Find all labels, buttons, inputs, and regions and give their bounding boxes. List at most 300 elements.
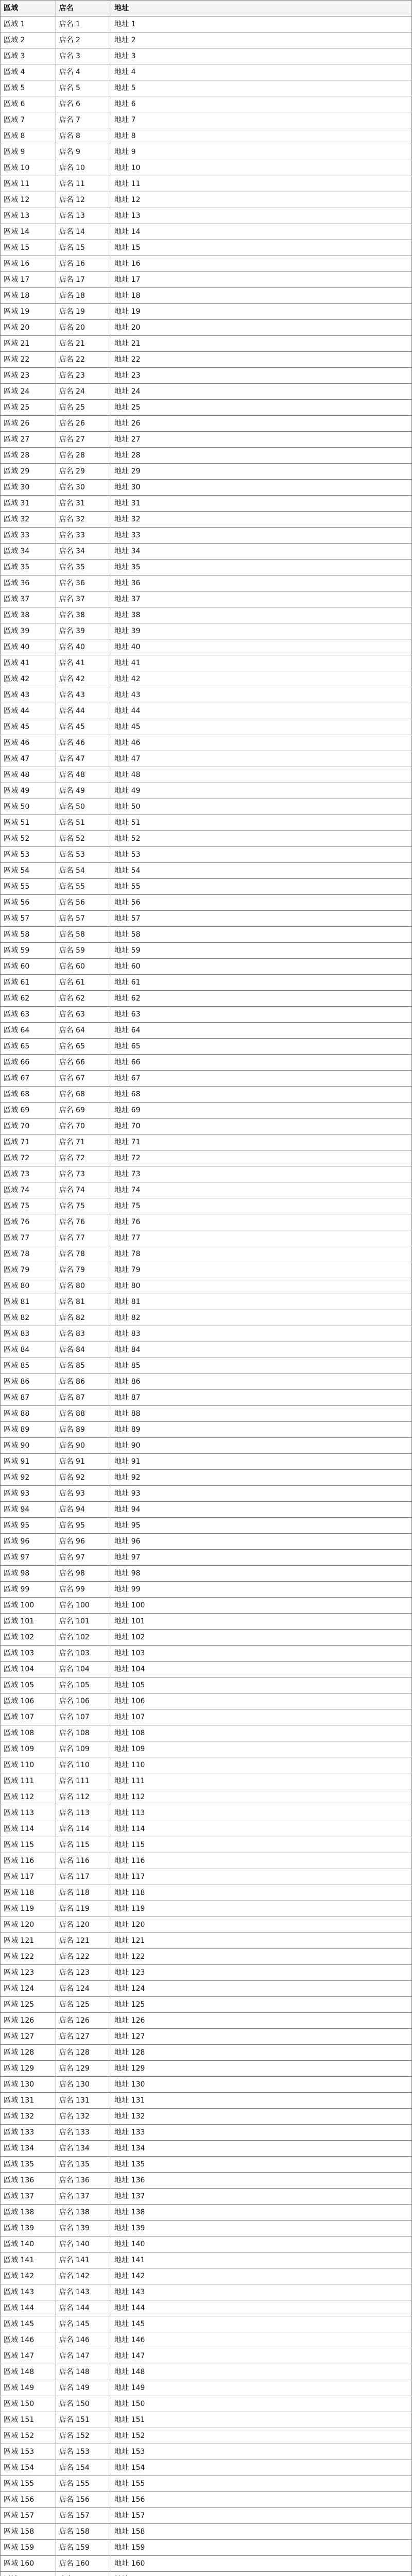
row-store: 店名 25 — [56, 400, 111, 416]
row-address: 地址 43 — [111, 687, 412, 703]
row-address: 地址 29 — [111, 464, 412, 480]
table-row — [1, 1230, 412, 1246]
table-row — [1, 1023, 412, 1039]
row-store: 店名 101 — [56, 1614, 111, 1630]
table-row — [1, 48, 412, 64]
row-store: 店名 43 — [56, 687, 111, 703]
table-row — [1, 1917, 412, 1933]
row-region: 區域 68 — [1, 1087, 56, 1103]
row-address: 地址 67 — [111, 1071, 412, 1087]
table-row — [1, 943, 412, 959]
row-store: 店名 6 — [56, 96, 111, 112]
row-store: 店名 16 — [56, 256, 111, 272]
table-row — [1, 240, 412, 256]
row-region: 區域 147 — [1, 2348, 56, 2364]
table-row — [1, 528, 412, 544]
row-address: 地址 50 — [111, 799, 412, 815]
row-store: 店名 139 — [56, 2221, 111, 2236]
row-store: 店名 65 — [56, 1039, 111, 1055]
row-region: 區域 67 — [1, 1071, 56, 1087]
row-address: 地址 95 — [111, 1518, 412, 1534]
row-address: 地址 122 — [111, 1949, 412, 1965]
row-address: 地址 106 — [111, 1693, 412, 1709]
row-region: 區域 31 — [1, 496, 56, 512]
row-region: 區域 149 — [1, 2380, 56, 2396]
row-address: 地址 141 — [111, 2252, 412, 2268]
header-region: 區域 — [1, 1, 56, 16]
row-store: 店名 119 — [56, 1901, 111, 1917]
row-address: 地址 130 — [111, 2077, 412, 2093]
row-address: 地址 10 — [111, 160, 412, 176]
row-address: 地址 112 — [111, 1789, 412, 1805]
row-region: 區域 51 — [1, 815, 56, 831]
row-store: 店名 73 — [56, 1166, 111, 1182]
row-region: 區域 148 — [1, 2364, 56, 2380]
row-region: 區域 65 — [1, 1039, 56, 1055]
row-region: 區域 40 — [1, 639, 56, 655]
row-address: 地址 20 — [111, 320, 412, 336]
row-store: 店名 51 — [56, 815, 111, 831]
table-row — [1, 591, 412, 607]
row-address: 地址 127 — [111, 2029, 412, 2045]
row-region: 區域 70 — [1, 1118, 56, 1134]
row-store: 店名 125 — [56, 1997, 111, 2013]
row-store: 店名 110 — [56, 1757, 111, 1773]
table-row — [1, 2492, 412, 2508]
row-store: 店名 83 — [56, 1326, 111, 1342]
row-region: 區域 153 — [1, 2444, 56, 2460]
table-row — [1, 192, 412, 208]
row-address: 地址 16 — [111, 256, 412, 272]
row-region: 區域 125 — [1, 1997, 56, 2013]
row-address: 地址 56 — [111, 895, 412, 911]
row-region: 區域 99 — [1, 1582, 56, 1598]
row-region: 區域 141 — [1, 2252, 56, 2268]
row-address: 地址 22 — [111, 352, 412, 368]
table-row — [1, 2093, 412, 2109]
row-address: 地址 70 — [111, 1118, 412, 1134]
table-row — [1, 1518, 412, 1534]
row-address: 地址 117 — [111, 1869, 412, 1885]
table-row — [1, 1582, 412, 1598]
row-address: 地址 41 — [111, 655, 412, 671]
row-address: 地址 103 — [111, 1646, 412, 1662]
row-region: 區域 154 — [1, 2460, 56, 2476]
row-region: 區域 135 — [1, 2157, 56, 2173]
row-address: 地址 21 — [111, 336, 412, 352]
row-store: 店名 41 — [56, 655, 111, 671]
row-store: 店名 113 — [56, 1805, 111, 1821]
row-region: 區域 138 — [1, 2205, 56, 2221]
row-address: 地址 99 — [111, 1582, 412, 1598]
row-address: 地址 74 — [111, 1182, 412, 1198]
row-region: 區域 19 — [1, 304, 56, 320]
row-address: 地址 39 — [111, 623, 412, 639]
table-row — [1, 879, 412, 895]
row-address: 地址 32 — [111, 512, 412, 528]
table-row — [1, 176, 412, 192]
table-row — [1, 1693, 412, 1709]
row-store: 店名 127 — [56, 2029, 111, 2045]
row-address: 地址 19 — [111, 304, 412, 320]
row-address: 地址 116 — [111, 1853, 412, 1869]
row-region: 區域 29 — [1, 464, 56, 480]
table-row — [1, 1837, 412, 1853]
row-store: 店名 30 — [56, 480, 111, 496]
row-address: 地址 17 — [111, 272, 412, 288]
table-row — [1, 655, 412, 671]
row-store: 店名 21 — [56, 336, 111, 352]
table-row — [1, 1789, 412, 1805]
table-row — [1, 1310, 412, 1326]
row-region: 區域 104 — [1, 1662, 56, 1677]
table-row — [1, 1390, 412, 1406]
row-address: 地址 109 — [111, 1741, 412, 1757]
row-region: 區域 96 — [1, 1534, 56, 1550]
row-store: 店名 76 — [56, 1214, 111, 1230]
row-region: 區域 142 — [1, 2268, 56, 2284]
row-store — [56, 2572, 111, 2576]
row-address: 地址 102 — [111, 1630, 412, 1646]
row-region: 區域 113 — [1, 1805, 56, 1821]
row-region: 區域 134 — [1, 2141, 56, 2157]
table-row — [1, 863, 412, 879]
table-row — [1, 1885, 412, 1901]
row-store: 店名 77 — [56, 1230, 111, 1246]
table-row — [1, 1278, 412, 1294]
row-store: 店名 66 — [56, 1055, 111, 1071]
row-store: 店名 106 — [56, 1693, 111, 1709]
row-region: 區域 88 — [1, 1406, 56, 1422]
row-region: 區域 7 — [1, 112, 56, 128]
row-address: 地址 15 — [111, 240, 412, 256]
row-store: 店名 18 — [56, 288, 111, 304]
row-address: 地址 136 — [111, 2173, 412, 2189]
row-address: 地址 11 — [111, 176, 412, 192]
row-address: 地址 34 — [111, 544, 412, 560]
row-address: 地址 7 — [111, 112, 412, 128]
row-store: 店名 13 — [56, 208, 111, 224]
row-store: 店名 160 — [56, 2556, 111, 2572]
row-store: 店名 17 — [56, 272, 111, 288]
table-header — [1, 1, 412, 16]
row-region: 區域 83 — [1, 1326, 56, 1342]
row-region: 區域 21 — [1, 336, 56, 352]
row-store: 店名 114 — [56, 1821, 111, 1837]
row-store: 店名 54 — [56, 863, 111, 879]
row-address: 地址 26 — [111, 416, 412, 432]
row-region: 區域 117 — [1, 1869, 56, 1885]
table-row — [1, 16, 412, 32]
row-store: 店名 155 — [56, 2476, 111, 2492]
row-region: 區域 53 — [1, 847, 56, 863]
row-store: 店名 120 — [56, 1917, 111, 1933]
row-address: 地址 35 — [111, 560, 412, 575]
row-region: 區域 48 — [1, 767, 56, 783]
row-region: 區域 39 — [1, 623, 56, 639]
row-region: 區域 74 — [1, 1182, 56, 1198]
row-address: 地址 139 — [111, 2221, 412, 2236]
row-region: 區域 73 — [1, 1166, 56, 1182]
row-region: 區域 89 — [1, 1422, 56, 1438]
row-store: 店名 91 — [56, 1454, 111, 1470]
row-store: 店名 147 — [56, 2348, 111, 2364]
row-address: 地址 149 — [111, 2380, 412, 2396]
row-store: 店名 121 — [56, 1933, 111, 1949]
row-region: 區域 92 — [1, 1470, 56, 1486]
row-region: 區域 58 — [1, 927, 56, 943]
row-store: 店名 38 — [56, 607, 111, 623]
row-address: 地址 81 — [111, 1294, 412, 1310]
row-region: 區域 61 — [1, 975, 56, 991]
row-address: 地址 57 — [111, 911, 412, 927]
table-row — [1, 2556, 412, 2572]
row-region: 區域 38 — [1, 607, 56, 623]
row-store: 店名 36 — [56, 575, 111, 591]
table-row — [1, 1470, 412, 1486]
row-address: 地址 73 — [111, 1166, 412, 1182]
row-address: 地址 92 — [111, 1470, 412, 1486]
table-row — [1, 160, 412, 176]
table-row — [1, 480, 412, 496]
row-store: 店名 158 — [56, 2524, 111, 2540]
row-address: 地址 27 — [111, 432, 412, 448]
row-region: 區域 77 — [1, 1230, 56, 1246]
row-region: 區域 106 — [1, 1693, 56, 1709]
row-address: 地址 49 — [111, 783, 412, 799]
table-row — [1, 448, 412, 464]
table-row — [1, 1741, 412, 1757]
table-row — [1, 1662, 412, 1677]
row-address: 地址 94 — [111, 1502, 412, 1518]
table-row — [1, 2268, 412, 2284]
table-row — [1, 2540, 412, 2556]
table-row — [1, 719, 412, 735]
table-row — [1, 2444, 412, 2460]
row-region: 區域 80 — [1, 1278, 56, 1294]
row-address: 地址 66 — [111, 1055, 412, 1071]
table-row — [1, 2316, 412, 2332]
row-region: 區域 146 — [1, 2332, 56, 2348]
row-region: 區域 12 — [1, 192, 56, 208]
row-address: 地址 104 — [111, 1662, 412, 1677]
table-row — [1, 544, 412, 560]
row-store: 店名 27 — [56, 432, 111, 448]
row-store: 店名 46 — [56, 735, 111, 751]
table-row — [1, 1007, 412, 1023]
row-address: 地址 40 — [111, 639, 412, 655]
row-store: 店名 157 — [56, 2508, 111, 2524]
row-store: 店名 135 — [56, 2157, 111, 2173]
row-address: 地址 97 — [111, 1550, 412, 1566]
row-region: 區域 47 — [1, 751, 56, 767]
row-address: 地址 96 — [111, 1534, 412, 1550]
table-row — [1, 2428, 412, 2444]
table-row — [1, 1342, 412, 1358]
row-region: 區域 55 — [1, 879, 56, 895]
row-region: 區域 114 — [1, 1821, 56, 1837]
row-address: 地址 76 — [111, 1214, 412, 1230]
table-row — [1, 1949, 412, 1965]
row-region: 區域 6 — [1, 96, 56, 112]
row-region: 區域 157 — [1, 2508, 56, 2524]
row-region: 區域 98 — [1, 1566, 56, 1582]
row-region: 區域 11 — [1, 176, 56, 192]
row-region: 區域 158 — [1, 2524, 56, 2540]
row-address: 地址 140 — [111, 2236, 412, 2252]
table-row — [1, 991, 412, 1007]
row-store: 店名 97 — [56, 1550, 111, 1566]
row-address: 地址 91 — [111, 1454, 412, 1470]
row-region: 區域 45 — [1, 719, 56, 735]
row-store: 店名 42 — [56, 671, 111, 687]
row-region: 區域 76 — [1, 1214, 56, 1230]
table-row — [1, 560, 412, 575]
row-address: 地址 69 — [111, 1103, 412, 1118]
row-address: 地址 143 — [111, 2284, 412, 2300]
row-address: 地址 71 — [111, 1134, 412, 1150]
row-store: 店名 104 — [56, 1662, 111, 1677]
table-row — [1, 2077, 412, 2093]
row-store: 店名 85 — [56, 1358, 111, 1374]
row-address: 地址 42 — [111, 671, 412, 687]
row-address: 地址 54 — [111, 863, 412, 879]
row-store: 店名 148 — [56, 2364, 111, 2380]
row-address: 地址 90 — [111, 1438, 412, 1454]
table-row — [1, 927, 412, 943]
table-row — [1, 1725, 412, 1741]
row-store: 店名 37 — [56, 591, 111, 607]
row-region: 區域 94 — [1, 1502, 56, 1518]
row-address: 地址 137 — [111, 2189, 412, 2205]
row-store: 店名 149 — [56, 2380, 111, 2396]
table-row — [1, 1087, 412, 1103]
row-region: 區域 95 — [1, 1518, 56, 1534]
row-store: 店名 145 — [56, 2316, 111, 2332]
table-row — [1, 1869, 412, 1885]
table-row — [1, 352, 412, 368]
row-store: 店名 88 — [56, 1406, 111, 1422]
table-row — [1, 496, 412, 512]
row-store: 店名 34 — [56, 544, 111, 560]
row-region: 區域 18 — [1, 288, 56, 304]
row-store: 店名 24 — [56, 384, 111, 400]
row-store: 店名 15 — [56, 240, 111, 256]
row-region: 區域 8 — [1, 128, 56, 144]
table-row — [1, 1214, 412, 1230]
row-store: 店名 123 — [56, 1965, 111, 1981]
row-address: 地址 126 — [111, 2013, 412, 2029]
row-region: 區域 143 — [1, 2284, 56, 2300]
row-region: 區域 30 — [1, 480, 56, 496]
row-region: 區域 93 — [1, 1486, 56, 1502]
row-address: 地址 3 — [111, 48, 412, 64]
row-address: 地址 152 — [111, 2428, 412, 2444]
row-store: 店名 136 — [56, 2173, 111, 2189]
table-row — [1, 288, 412, 304]
row-region: 區域 119 — [1, 1901, 56, 1917]
table-row — [1, 2141, 412, 2157]
row-store: 店名 44 — [56, 703, 111, 719]
row-address: 地址 110 — [111, 1757, 412, 1773]
row-region: 區域 150 — [1, 2396, 56, 2412]
row-store: 店名 63 — [56, 1007, 111, 1023]
table-row — [1, 1150, 412, 1166]
row-region: 區域 4 — [1, 64, 56, 80]
table-row — [1, 2476, 412, 2492]
row-address: 地址 33 — [111, 528, 412, 544]
row-region: 區域 85 — [1, 1358, 56, 1374]
table-row — [1, 1262, 412, 1278]
row-region: 區域 136 — [1, 2173, 56, 2189]
table-row — [1, 1965, 412, 1981]
row-address: 地址 30 — [111, 480, 412, 496]
table-row — [1, 2045, 412, 2061]
table-row — [1, 2205, 412, 2221]
row-address: 地址 4 — [111, 64, 412, 80]
table-row — [1, 2460, 412, 2476]
table-row — [1, 1646, 412, 1662]
table-row — [1, 847, 412, 863]
table-row — [1, 1502, 412, 1518]
row-address: 地址 88 — [111, 1406, 412, 1422]
row-address: 地址 158 — [111, 2524, 412, 2540]
table-row — [1, 432, 412, 448]
row-region: 區域 133 — [1, 2125, 56, 2141]
table-row — [1, 1246, 412, 1262]
row-store: 店名 3 — [56, 48, 111, 64]
row-region: 區域 35 — [1, 560, 56, 575]
row-store: 店名 75 — [56, 1198, 111, 1214]
row-address: 地址 75 — [111, 1198, 412, 1214]
row-store: 店名 61 — [56, 975, 111, 991]
row-region: 區域 152 — [1, 2428, 56, 2444]
row-address: 地址 2 — [111, 32, 412, 48]
row-region: 區域 75 — [1, 1198, 56, 1214]
row-store: 店名 126 — [56, 2013, 111, 2029]
table-row — [1, 1182, 412, 1198]
row-region: 區域 60 — [1, 959, 56, 975]
row-store: 店名 64 — [56, 1023, 111, 1039]
row-address: 地址 77 — [111, 1230, 412, 1246]
row-address: 地址 155 — [111, 2476, 412, 2492]
row-region: 區域 120 — [1, 1917, 56, 1933]
row-address: 地址 85 — [111, 1358, 412, 1374]
row-region: 區域 42 — [1, 671, 56, 687]
row-address: 地址 150 — [111, 2396, 412, 2412]
table-row — [1, 1198, 412, 1214]
row-store: 店名 87 — [56, 1390, 111, 1406]
row-store: 店名 96 — [56, 1534, 111, 1550]
row-store: 店名 12 — [56, 192, 111, 208]
table-row — [1, 1901, 412, 1917]
row-address: 地址 55 — [111, 879, 412, 895]
row-address: 地址 134 — [111, 2141, 412, 2157]
row-address: 地址 101 — [111, 1614, 412, 1630]
row-region: 區域 97 — [1, 1550, 56, 1566]
row-region: 區域 46 — [1, 735, 56, 751]
row-address: 地址 58 — [111, 927, 412, 943]
table-row — [1, 975, 412, 991]
row-address: 地址 6 — [111, 96, 412, 112]
row-region: 區域 62 — [1, 991, 56, 1007]
table-row — [1, 96, 412, 112]
table-row — [1, 1294, 412, 1310]
row-store: 店名 60 — [56, 959, 111, 975]
table-row — [1, 767, 412, 783]
table-row — [1, 687, 412, 703]
row-address: 地址 12 — [111, 192, 412, 208]
